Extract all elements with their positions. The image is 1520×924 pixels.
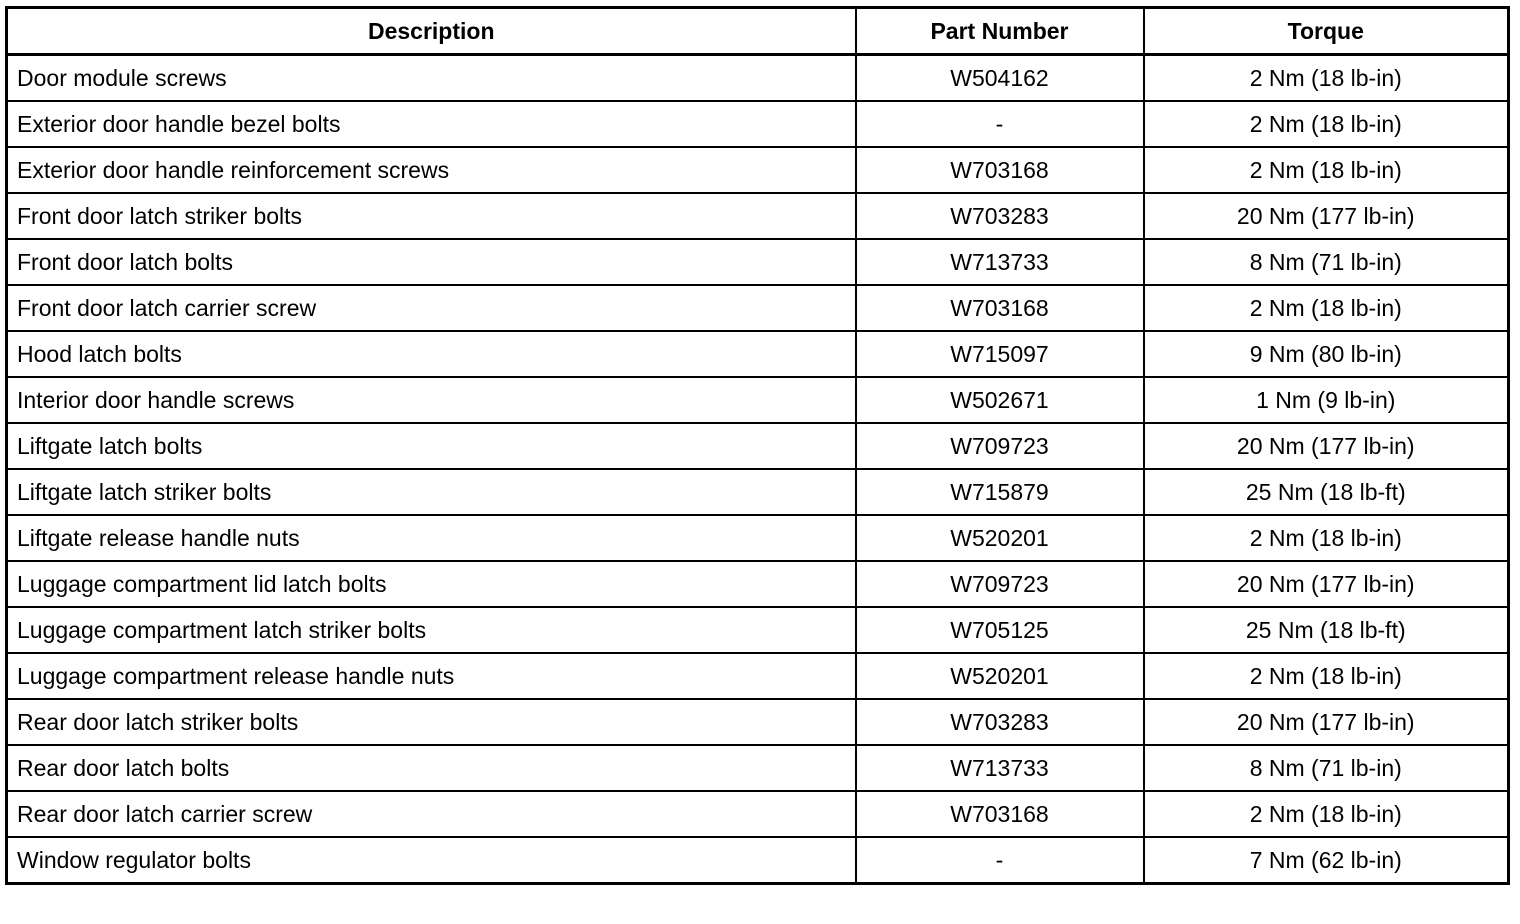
- description-cell: Front door latch carrier screw: [7, 285, 856, 331]
- description-cell: Window regulator bolts: [7, 837, 856, 884]
- part-number-cell: W520201: [856, 653, 1144, 699]
- part-number-cell: W703283: [856, 193, 1144, 239]
- description-cell: Luggage compartment release handle nuts: [7, 653, 856, 699]
- part-number-cell: W502671: [856, 377, 1144, 423]
- part-number-cell: W705125: [856, 607, 1144, 653]
- table-row: [7, 147, 1509, 193]
- table-row: [7, 607, 1509, 653]
- torque-cell: 20 Nm (177 lb-in): [1144, 193, 1509, 239]
- torque-cell: 2 Nm (18 lb-in): [1144, 515, 1509, 561]
- torque-cell: 25 Nm (18 lb-ft): [1144, 607, 1509, 653]
- description-cell: Hood latch bolts: [7, 331, 856, 377]
- torque-cell: 8 Nm (71 lb-in): [1144, 239, 1509, 285]
- description-cell: Front door latch bolts: [7, 239, 856, 285]
- table-header: [7, 8, 1509, 55]
- part-number-cell: W715097: [856, 331, 1144, 377]
- torque-column-header: Torque: [1144, 8, 1509, 55]
- part-number-cell: W703168: [856, 285, 1144, 331]
- torque-cell: 2 Nm (18 lb-in): [1144, 55, 1509, 102]
- part-number-cell: W709723: [856, 423, 1144, 469]
- part-number-cell: W713733: [856, 239, 1144, 285]
- table-row: [7, 653, 1509, 699]
- part-number-cell: W715879: [856, 469, 1144, 515]
- table-row: [7, 561, 1509, 607]
- part-number-cell: W703168: [856, 791, 1144, 837]
- header-row: [7, 8, 1509, 55]
- table-body: [7, 55, 1509, 884]
- table-row: [7, 469, 1509, 515]
- description-cell: Rear door latch striker bolts: [7, 699, 856, 745]
- part-number-column-header: Part Number: [856, 8, 1144, 55]
- description-cell: Liftgate latch bolts: [7, 423, 856, 469]
- table-row: [7, 699, 1509, 745]
- torque-cell: 25 Nm (18 lb-ft): [1144, 469, 1509, 515]
- table-row: [7, 377, 1509, 423]
- part-number-cell: W703283: [856, 699, 1144, 745]
- table-row: [7, 55, 1509, 102]
- table-row: [7, 515, 1509, 561]
- description-cell: Luggage compartment lid latch bolts: [7, 561, 856, 607]
- table-row: [7, 837, 1509, 884]
- torque-cell: 20 Nm (177 lb-in): [1144, 699, 1509, 745]
- part-number-cell: W703168: [856, 147, 1144, 193]
- torque-cell: 8 Nm (71 lb-in): [1144, 745, 1509, 791]
- description-cell: Door module screws: [7, 55, 856, 102]
- torque-cell: 7 Nm (62 lb-in): [1144, 837, 1509, 884]
- part-number-cell: W709723: [856, 561, 1144, 607]
- part-number-cell: -: [856, 837, 1144, 884]
- part-number-cell: W520201: [856, 515, 1144, 561]
- description-cell: Luggage compartment latch striker bolts: [7, 607, 856, 653]
- torque-cell: 2 Nm (18 lb-in): [1144, 285, 1509, 331]
- description-cell: Exterior door handle reinforcement screws: [7, 147, 856, 193]
- part-number-cell: W504162: [856, 55, 1144, 102]
- description-cell: Exterior door handle bezel bolts: [7, 101, 856, 147]
- table-row: [7, 745, 1509, 791]
- table-row: [7, 331, 1509, 377]
- table-row: [7, 239, 1509, 285]
- table-row: [7, 101, 1509, 147]
- torque-cell: 2 Nm (18 lb-in): [1144, 147, 1509, 193]
- part-number-cell: -: [856, 101, 1144, 147]
- description-cell: Liftgate release handle nuts: [7, 515, 856, 561]
- torque-cell: 9 Nm (80 lb-in): [1144, 331, 1509, 377]
- description-cell: Rear door latch bolts: [7, 745, 856, 791]
- torque-cell: 1 Nm (9 lb-in): [1144, 377, 1509, 423]
- table-row: [7, 193, 1509, 239]
- torque-cell: 2 Nm (18 lb-in): [1144, 101, 1509, 147]
- description-cell: Liftgate latch striker bolts: [7, 469, 856, 515]
- table-row: [7, 423, 1509, 469]
- torque-cell: 2 Nm (18 lb-in): [1144, 791, 1509, 837]
- description-column-header: Description: [7, 8, 856, 55]
- description-cell: Front door latch striker bolts: [7, 193, 856, 239]
- torque-specification-table: [5, 6, 1510, 885]
- table-row: [7, 791, 1509, 837]
- description-cell: Rear door latch carrier screw: [7, 791, 856, 837]
- torque-cell: 2 Nm (18 lb-in): [1144, 653, 1509, 699]
- table-row: [7, 285, 1509, 331]
- torque-cell: 20 Nm (177 lb-in): [1144, 423, 1509, 469]
- part-number-cell: W713733: [856, 745, 1144, 791]
- torque-cell: 20 Nm (177 lb-in): [1144, 561, 1509, 607]
- description-cell: Interior door handle screws: [7, 377, 856, 423]
